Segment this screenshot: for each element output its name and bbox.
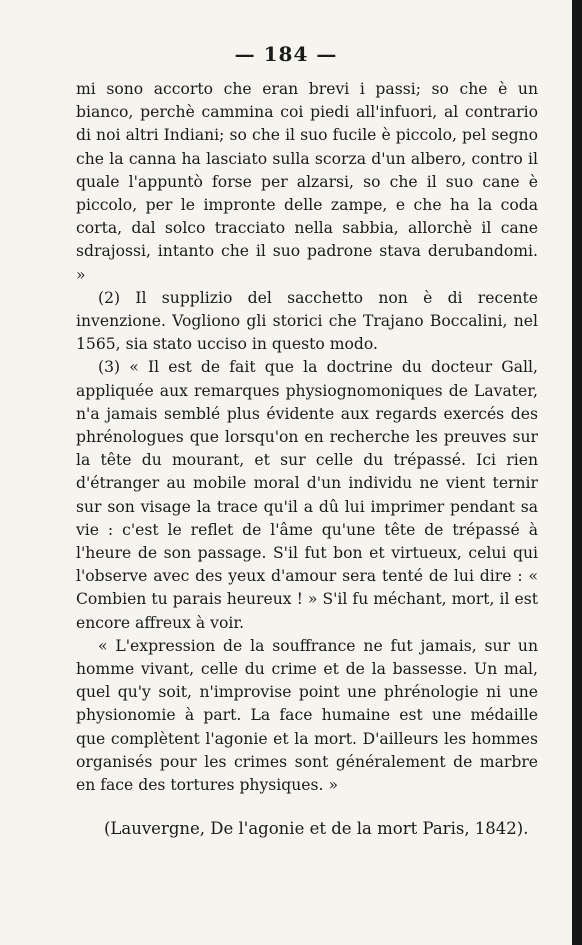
paragraph-continuation: mi sono accorto che eran brevi i passi; so che è un bianco, perchè cammina coi piedi all'infuori, al contrario di noi altri Indiani; so che il suo fucile è piccolo, pel segno che la canna ha lasciato sulla scorza d'un albero, contro il quale l'appuntò forse per alzarsi, so che il suo cane è piccolo, per le impronte delle zampe, e che ha la coda corta, dal solco tracciato nella sabbia, allorchè il cane sdrajossi, intanto che il suo padrone stava derubandomi. » [76,80,538,284]
footnote-3: (3) « Il est de fait que la doctrine du docteur Gall, appliquée aux remarques physiognomoniques de Lavater, n'a jamais semblé plus évidente aux regards exercés des phrénologues que lorsqu'on en recherche les preuves sur la tête du mourant, et sur celle du trépassé. Ici rien d'étranger au mobile moral d'un individu ne vient ternir sur son visage la trace qu'il a dû lui imprimer pendant sa vie : c'est le reflet de l'âme qu'une tête de trépassé à l'heure de son passage. S'il fut bon et virtueux, celui qui l'observe avec des yeux d'amour sera tenté de lui dire : « Combien tu parais heureux ! » S'il fu méchant, mort, il est encore affreux à voir. [76,358,538,632]
footnote-3-continuation: « L'expression de la souffrance ne fut jamais, sur un homme vivant, celle du crime et de la bassesse. Un mal, quel qu'y soit, n'improvise point une phrénologie ni une physionomie à part. La face humaine est une médaille que complètent l'agonie et la mort. D'ailleurs les hommes organisés pour les crimes sont généralement de marbre en face des tortures physiques. » [76,636,538,795]
body-text [76,78,538,841]
page-edge-shadow [572,0,582,945]
footnote-2: (2) Il supplizio del sacchetto non è di recente invenzione. Vogliono gli storici che Trajano Boccalini, nel 1565, sia stato ucciso in questo modo. [76,288,538,354]
citation: (Lauvergne, De l'agonie et de la mort Paris, 1842). [104,819,529,839]
page-number: — 184 — [234,42,338,66]
